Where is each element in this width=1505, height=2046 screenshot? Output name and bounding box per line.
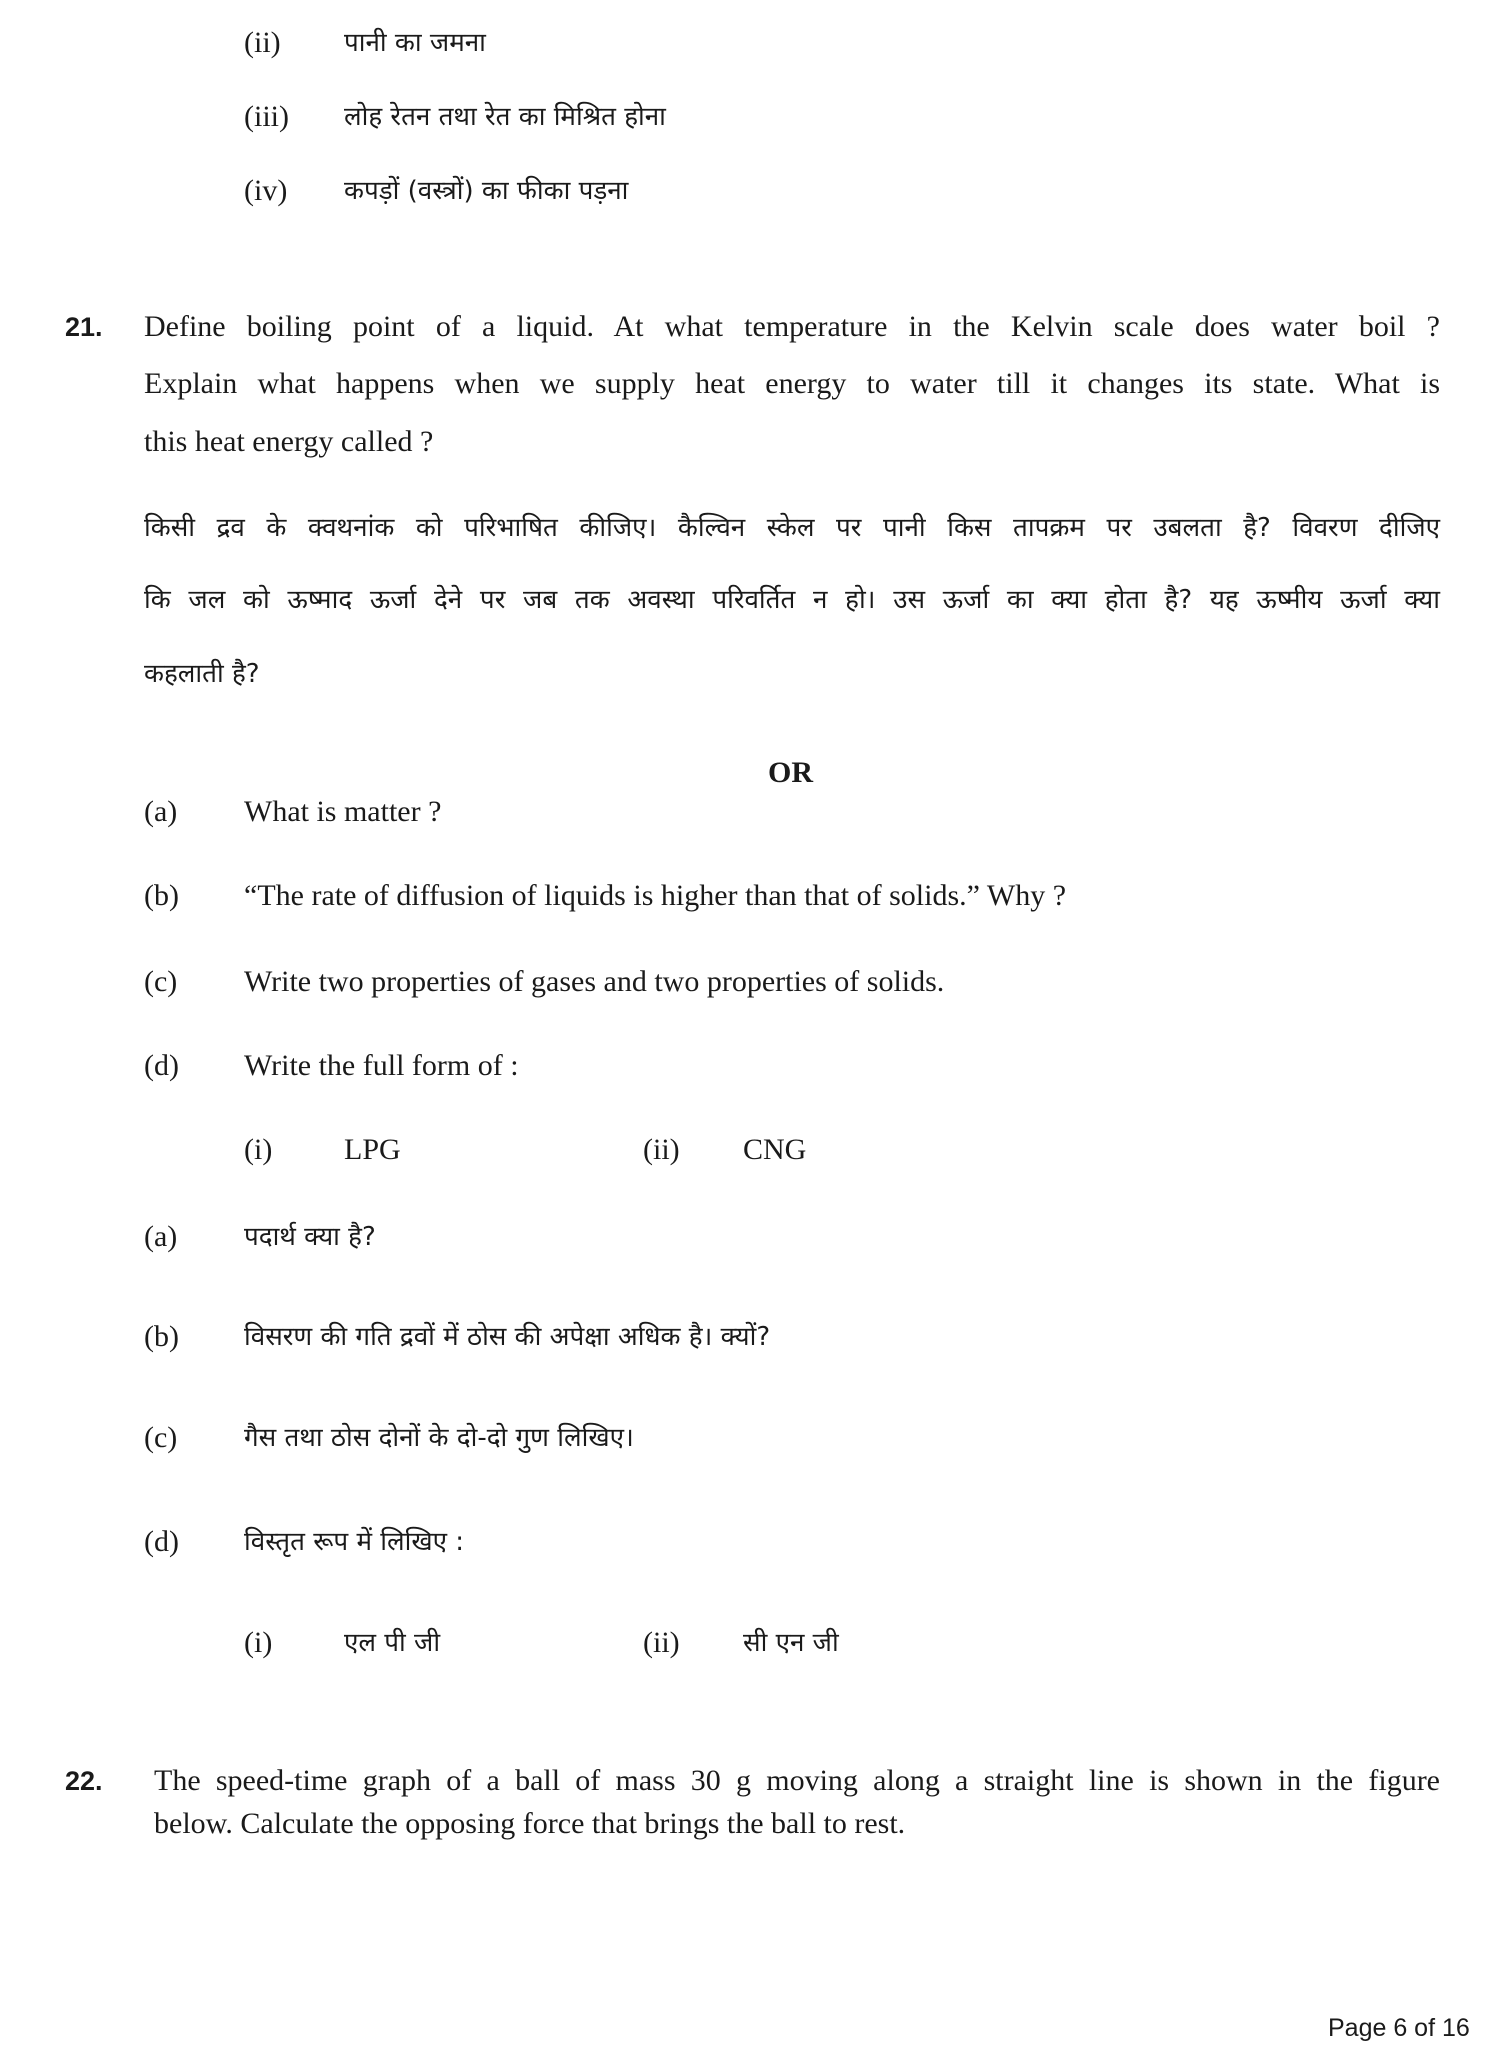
- part-label: (c): [144, 965, 178, 998]
- part-text: पदार्थ क्या है?: [244, 1222, 376, 1252]
- part-label: (b): [144, 879, 179, 912]
- sub-label: (ii): [643, 1133, 680, 1166]
- sub-text: LPG: [344, 1133, 401, 1166]
- part-text: Write the full form of :: [244, 1049, 519, 1082]
- question-text-line: this heat energy called ?: [144, 425, 434, 458]
- sub-label: (ii): [643, 1626, 680, 1659]
- question-number: 22.: [65, 1766, 103, 1796]
- option-text: पानी का जमना: [344, 28, 486, 58]
- sub-label: (i): [244, 1626, 273, 1659]
- option-label: (ii): [244, 26, 281, 59]
- question-hindi-line: कि जल को ऊष्माद ऊर्जा देने पर जब तक अवस्था परिवर्तित न हो। उस ऊर्जा का क्या होता है? यह ऊष्मीय ऊर्जा क्या: [144, 585, 1440, 615]
- part-label: (c): [144, 1421, 178, 1454]
- option-text: लोह रेतन तथा रेत का मिश्रित होना: [344, 102, 666, 132]
- question-text-line: The speed-time graph of a ball of mass 30 g moving along a straight line is shown in the figure: [154, 1764, 1440, 1797]
- part-text: गैस तथा ठोस दोनों के दो-दो गुण लिखिए।: [244, 1423, 634, 1453]
- or-separator: OR: [768, 756, 813, 789]
- part-label: (d): [144, 1525, 179, 1558]
- part-text: विसरण की गति द्रवों में ठोस की अपेक्षा अधिक है। क्यों?: [244, 1322, 771, 1352]
- part-text: What is matter ?: [244, 795, 442, 828]
- option-text: कपड़ों (वस्त्रों) का फीका पड़ना: [344, 176, 629, 206]
- part-text: Write two properties of gases and two properties of solids.: [244, 965, 945, 998]
- part-label: (b): [144, 1320, 179, 1353]
- option-label: (iv): [244, 174, 288, 207]
- sub-text: CNG: [743, 1133, 807, 1166]
- sub-text: सी एन जी: [743, 1628, 839, 1658]
- question-text-line: Explain what happens when we supply heat energy to water till it changes its state. What is: [144, 367, 1440, 400]
- question-hindi-line: किसी द्रव के क्वथनांक को परिभाषित कीजिए। कैल्विन स्केल पर पानी किस तापक्रम पर उबलता है? विवरण दीजिए: [144, 513, 1440, 543]
- question-number: 21.: [65, 312, 103, 342]
- question-text-line: below. Calculate the opposing force that brings the ball to rest.: [154, 1807, 906, 1840]
- sub-text: एल पी जी: [344, 1628, 441, 1658]
- question-hindi-line: कहलाती है?: [144, 659, 260, 689]
- part-label: (d): [144, 1049, 179, 1082]
- part-label: (a): [144, 1220, 178, 1253]
- page-number: Page 6 of 16: [1328, 2014, 1470, 2042]
- sub-label: (i): [244, 1133, 273, 1166]
- part-text: विस्तृत रूप में लिखिए :: [244, 1527, 465, 1557]
- part-label: (a): [144, 795, 178, 828]
- question-text-line: Define boiling point of a liquid. At what temperature in the Kelvin scale does water boil ?: [144, 310, 1440, 343]
- part-text: “The rate of diffusion of liquids is higher than that of solids.” Why ?: [244, 879, 1067, 912]
- option-label: (iii): [244, 100, 289, 133]
